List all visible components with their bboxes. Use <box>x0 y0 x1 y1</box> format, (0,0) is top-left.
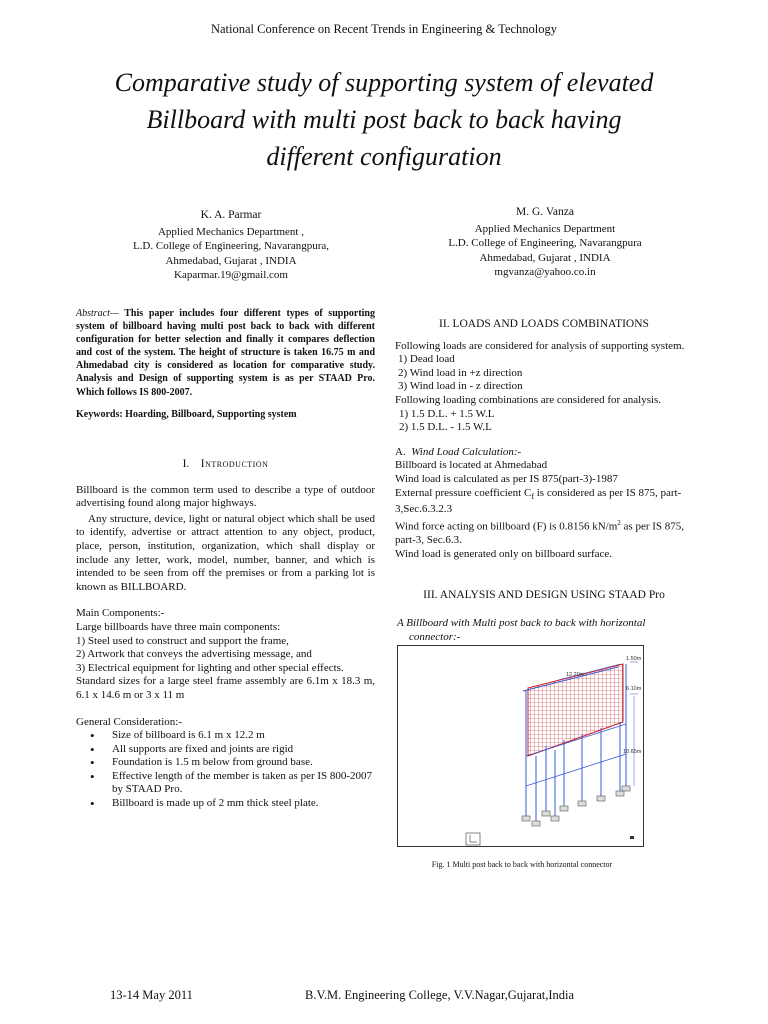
keywords: Keywords: Hoarding, Billboard, Supporting system <box>76 409 297 420</box>
footer-venue: B.V.M. Engineering College, V.V.Nagar,Gujarat,India <box>305 988 575 1002</box>
paper-title <box>40 64 728 175</box>
author-1-city: Ahmedabad, Gujarat , INDIA <box>165 254 297 267</box>
loads-section <box>395 318 693 561</box>
combo-intro: Following loading combinations are considered for analysis. <box>395 393 662 406</box>
list-item: • Billboard is made up of 2 mm thick steel plate. <box>112 797 375 811</box>
dim-label-right-low: 10.65m <box>623 749 642 755</box>
main-components-heading: Main Components:- <box>76 607 165 620</box>
wind-force-text: Wind force acting on billboard (F) is 0.8156 kN/m <box>395 520 618 533</box>
list-item: • Effective length of the member is taken as per IS 800-2007 by STAAD Pro. <box>112 770 375 797</box>
figure-1-staad-model <box>397 645 644 847</box>
list-item: • Foundation is 1.5 m below from ground base. <box>112 756 375 770</box>
loads-heading: II. LOADS AND LOADS COMBINATIONS <box>439 318 649 330</box>
intro-heading <box>76 458 375 472</box>
intro-paragraph-2: Any structure, device, light or natural object which shall be used to identify, advertise or attract attention to any object, product, place, person, institution, organization, which shall display or include any letter, work, model, number, banner, and which is intended to be seen from off the premises or from a parking lot is known as BILLBOARD. <box>76 512 375 593</box>
axis-triad-icon <box>466 833 480 845</box>
intro-paragraph-1: Billboard is the common term used to describe a type of outdoor advertising found along major highways. <box>76 483 375 510</box>
load-item: 1) Dead load <box>398 353 455 366</box>
figure-1-caption: Fig. 1 Multi post back to back with horizontal connector <box>431 860 613 869</box>
wind-heading-title: Wind Load Calculation:- <box>411 445 522 458</box>
staad-model-drawing <box>398 646 643 846</box>
author-2-dept: Applied Mechanics Department <box>474 222 616 235</box>
title-line-3: different configuration <box>266 142 502 171</box>
abstract-text: This paper includes four different types of supporting system of billboard having multi post back to back with different configuration for better selection and finally it compares deflection and cost of the system. The height of structure is taken 16.75 m and Ahmedabad city is considered as location for comparative study. Analysis and Design of supporting system is as per STAAD Pro. Which follows IS 800-2007. <box>76 308 375 398</box>
wind-force-ref: as per IS 875, part-3, Sec.6.3. <box>395 520 685 547</box>
analysis-subheading-line-2: connector:- <box>409 630 461 643</box>
dim-label-top: 12.20m <box>566 672 585 678</box>
author-1-email[interactable]: Kaparmar.19@gmail.com <box>174 269 288 281</box>
wind-heading <box>395 446 693 460</box>
wind-line: Wind load is calculated as per IS 875(part-3)-1987 <box>395 472 618 485</box>
list-item: • Size of billboard is 6.1 m x 12.2 m <box>112 729 375 743</box>
pressure-coefficient-text: External pressure coefficient C <box>395 486 532 499</box>
abstract <box>76 307 375 399</box>
author-1-block <box>76 208 386 283</box>
abstract-label: Abstract— <box>76 308 119 319</box>
title-line-2: Billboard with multi post back to back having <box>146 105 622 134</box>
main-components-line-3: 2) Artwork that conveys the advertising message, and <box>76 648 312 661</box>
intro-title: Introduction <box>200 458 269 470</box>
footer-date: 13-14 May 2011 <box>110 988 193 1002</box>
general-consideration-list <box>76 729 375 811</box>
wind-line: Wind load is generated only on billboard surface. <box>395 547 613 560</box>
analysis-heading: III. ANALYSIS AND DESIGN USING STAAD Pro <box>423 589 665 601</box>
wind-force-line <box>395 517 693 548</box>
list-item: • All supports are fixed and joints are rigid <box>112 743 375 757</box>
analysis-subheading-line-1: A Billboard with Multi post back to back with horizontal <box>397 617 646 629</box>
load-item: 2) Wind load in +z direction <box>398 366 523 379</box>
pressure-coefficient-subscript: f <box>531 491 534 501</box>
pressure-coefficient-line <box>395 487 693 517</box>
main-components-line-4: 3) Electrical equipment for lighting and other special effects. <box>76 661 344 674</box>
author-2-city: Ahmedabad, Gujarat , INDIA <box>479 251 611 264</box>
intro-number: I. <box>182 458 190 470</box>
author-2-name: M. G. Vanza <box>516 206 574 218</box>
author-2-college: L.D. College of Engineering, Navarangpura <box>448 237 642 249</box>
load-item: 3) Wind load in - z direction <box>398 380 523 393</box>
author-2-email[interactable]: mgvanza@yahoo.co.in <box>494 266 596 278</box>
general-consideration-heading: General Consideration:- <box>76 715 182 728</box>
foundations <box>522 786 630 826</box>
author-2-block <box>400 205 690 280</box>
wind-line: Billboard is located at Ahmedabad <box>395 459 548 472</box>
combo-item: 1) 1.5 D.L. + 1.5 W.L <box>399 407 495 420</box>
title-line-1: Comparative study of supporting system of elevated <box>114 68 654 97</box>
dim-label-right-mid: 6.10m <box>626 686 642 692</box>
corner-marker-icon <box>630 836 634 839</box>
author-1-dept: Applied Mechanics Department , <box>157 225 304 238</box>
main-components-line-1: Large billboards have three main components: <box>76 620 281 633</box>
author-1-college: L.D. College of Engineering, Navarangpura, <box>132 240 330 252</box>
main-components-line-2: 1) Steel used to construct and support the frame, <box>76 634 289 647</box>
introduction-section <box>76 458 375 811</box>
analysis-subheading <box>397 617 693 644</box>
author-1-name: K. A. Parmar <box>200 209 262 221</box>
pressure-coefficient-ref: is considered as per IS 875, part-3,Sec.6.3.2.3 <box>395 486 682 516</box>
wind-heading-number: A. <box>395 445 406 458</box>
conference-header: National Conference on Recent Trends in Engineering & Technology <box>210 22 558 36</box>
dim-label-right-top: 1.50m <box>626 656 642 662</box>
standard-sizes: Standard sizes for a large steel frame assembly are 6.1m x 18.3 m, 6.1 x 14.6 m or 3 x 11 m <box>76 675 375 701</box>
combo-item: 2) 1.5 D.L. - 1.5 W.L <box>399 421 492 434</box>
loads-intro: Following loads are considered for analysis of supporting system. <box>395 339 685 352</box>
wind-force-superscript: 2 <box>617 518 621 527</box>
